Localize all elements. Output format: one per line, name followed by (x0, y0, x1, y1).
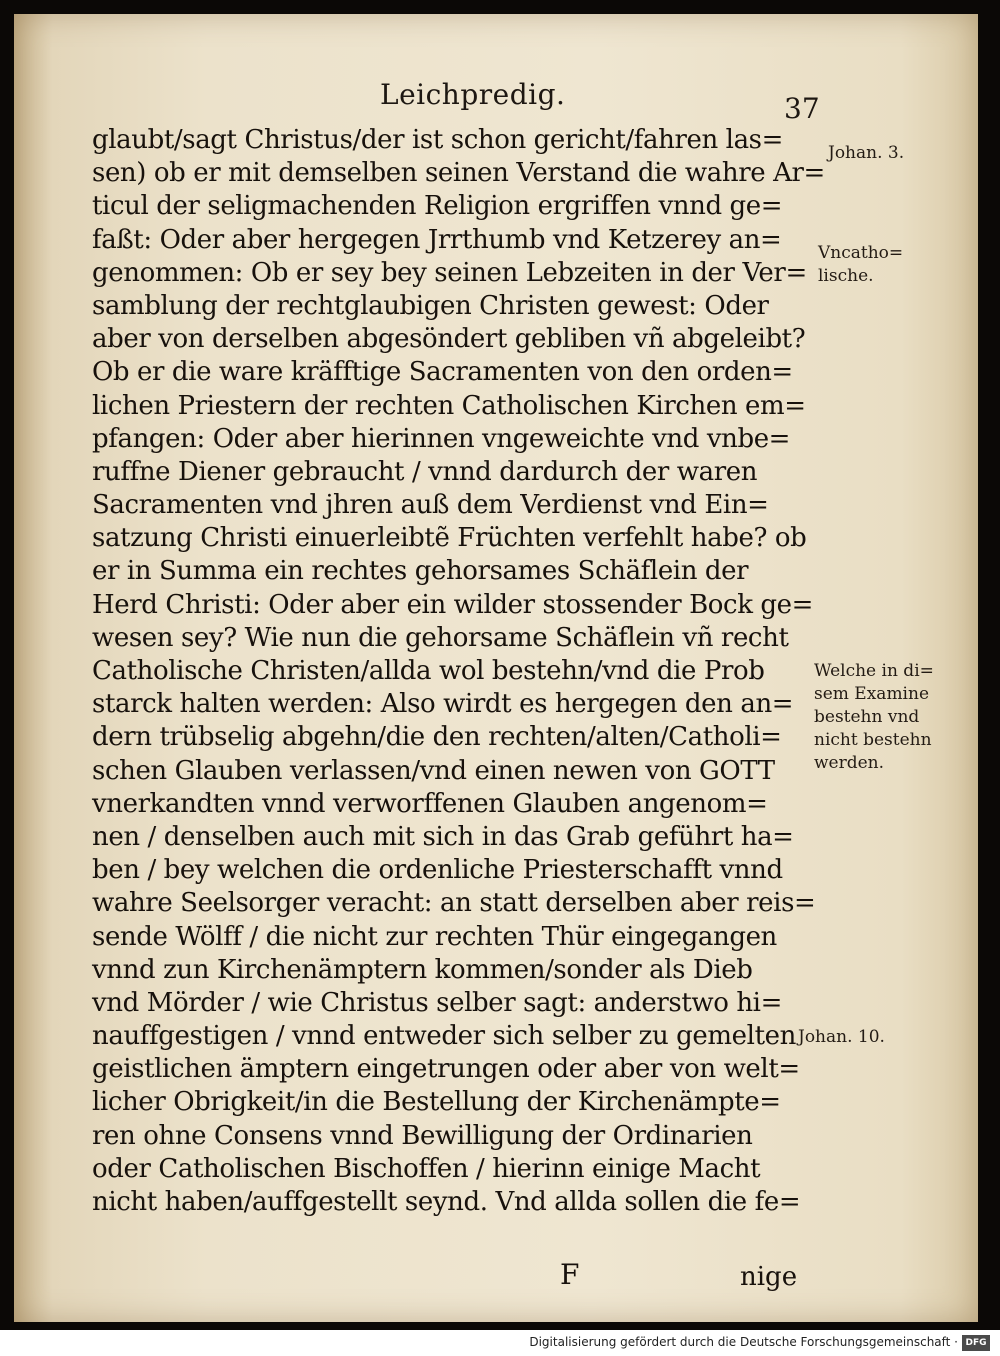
signature-mark: F (560, 1258, 580, 1291)
marginal-note-john-10 (798, 1026, 885, 1049)
text-line: Herd Christi: Oder aber ein wilder stossender Bock ge= (92, 589, 814, 620)
text-line: nauffgestigen / vnnd entweder sich selber zu gemelten (92, 1021, 796, 1052)
text-line: samblung der rechtglaubigen Christen gewest: Oder (92, 290, 769, 321)
text-line: ticul der seligmachenden Religion ergriffen vnnd ge= (92, 191, 783, 222)
body-text (92, 124, 825, 1219)
text-line: schen Glauben verlassen/vnd einen newen von GOTT (92, 755, 775, 786)
marginal-note-john-3 (828, 142, 904, 165)
running-head: Leichpredig. (380, 78, 566, 111)
text-line: oder Catholischen Bischoffen / hierinn einige Macht (92, 1153, 761, 1184)
marginal-note-uncatholic (818, 242, 903, 288)
text-line: glaubt/sagt Christus/der ist schon gericht/fahren las= (92, 125, 784, 155)
text-line: vnnd zun Kirchenämptern kommen/sonder als Dieb (92, 954, 753, 985)
text-line: genommen: Ob er sey bey seinen Lebzeiten in der Ver= (92, 257, 807, 288)
text-line: pfangen: Oder aber hierinnen vngeweichte vnd vnbe= (92, 423, 791, 454)
text-line: ben / bey welchen die ordenliche Priesterschafft vnnd (92, 855, 783, 886)
footer-bar (0, 1330, 1000, 1356)
text-line: Sacramenten vnd jhren auß dem Verdienst vnd Ein= (92, 490, 769, 521)
text-line: aber von derselben abgesöndert gebliben vñ abgeleibt? (92, 324, 806, 355)
text-line: nen / denselben auch mit sich in das Grab geführt ha= (92, 821, 794, 852)
text-line: satzung Christi einuerleibtẽ Früchten verfehlt habe? ob (92, 523, 807, 554)
text-line: licher Obrigkeit/in die Bestellung der Kirchenämpte= (92, 1087, 781, 1118)
text-line: faßt: Oder aber hergegen Jrrthumb vnd Ketzerey an= (92, 224, 782, 255)
text-line: ren ohne Consens vnnd Bewilligung der Ordinarien (92, 1120, 753, 1151)
text-line: starck halten werden: Also wirdt es hergegen den an= (92, 689, 794, 720)
marginal-note-examine (814, 660, 934, 775)
marginal-line: Johan. 3. (828, 143, 905, 163)
text-line: Ob er die ware kräfftige Sacramenten von den orden= (92, 357, 793, 388)
dfg-logo: DFG (962, 1335, 990, 1351)
marginal-line: bestehn vnd (814, 707, 920, 727)
marginal-line: Vncatho= (818, 243, 904, 263)
catchword: nige (740, 1262, 798, 1292)
text-line: er in Summa ein rechtes gehorsames Schäflein der (92, 556, 749, 587)
text-line: wahre Seelsorger veracht: an statt derselben aber reis= (92, 888, 816, 919)
page-number: 37 (784, 92, 820, 125)
text-line: vnd Mörder / wie Christus selber sagt: anderstwo hi= (92, 987, 782, 1018)
marginal-line: sem Examine (814, 684, 930, 704)
text-line: sende Wölff / die nicht zur rechten Thür eingegangen (92, 921, 777, 952)
text-line: Catholische Christen/allda wol bestehn/vnd die Prob (92, 656, 765, 686)
marginal-line: werden. (814, 753, 885, 773)
text-line: nicht haben/auffgestellt seynd. Vnd allda sollen die fe= (92, 1187, 801, 1217)
text-line: geistlichen ämptern eingetrungen oder aber von welt= (92, 1054, 800, 1085)
text-line: vnerkandten vnnd verworffenen Glauben angenom= (92, 788, 768, 819)
text-line: ruffne Diener gebraucht / vnnd dardurch der waren (92, 456, 758, 487)
marginal-line: nicht bestehn (814, 730, 932, 750)
marginal-line: lische. (818, 266, 874, 286)
funding-credit: Digitalisierung gefördert durch die Deutsche Forschungsgemeinschaft · (529, 1335, 958, 1349)
marginal-line: Johan. 10. (798, 1027, 885, 1047)
text-line: dern trübselig abgehn/die den rechten/alten/Catholi= (92, 722, 782, 753)
text-line: lichen Priestern der rechten Catholischen Kirchen em= (92, 390, 806, 421)
marginal-line: Welche in di= (814, 661, 934, 681)
text-line: wesen sey? Wie nun die gehorsame Schäflein vñ recht (92, 622, 789, 653)
text-line: sen) ob er mit demselben seinen Verstand die wahre Ar= (92, 158, 825, 189)
